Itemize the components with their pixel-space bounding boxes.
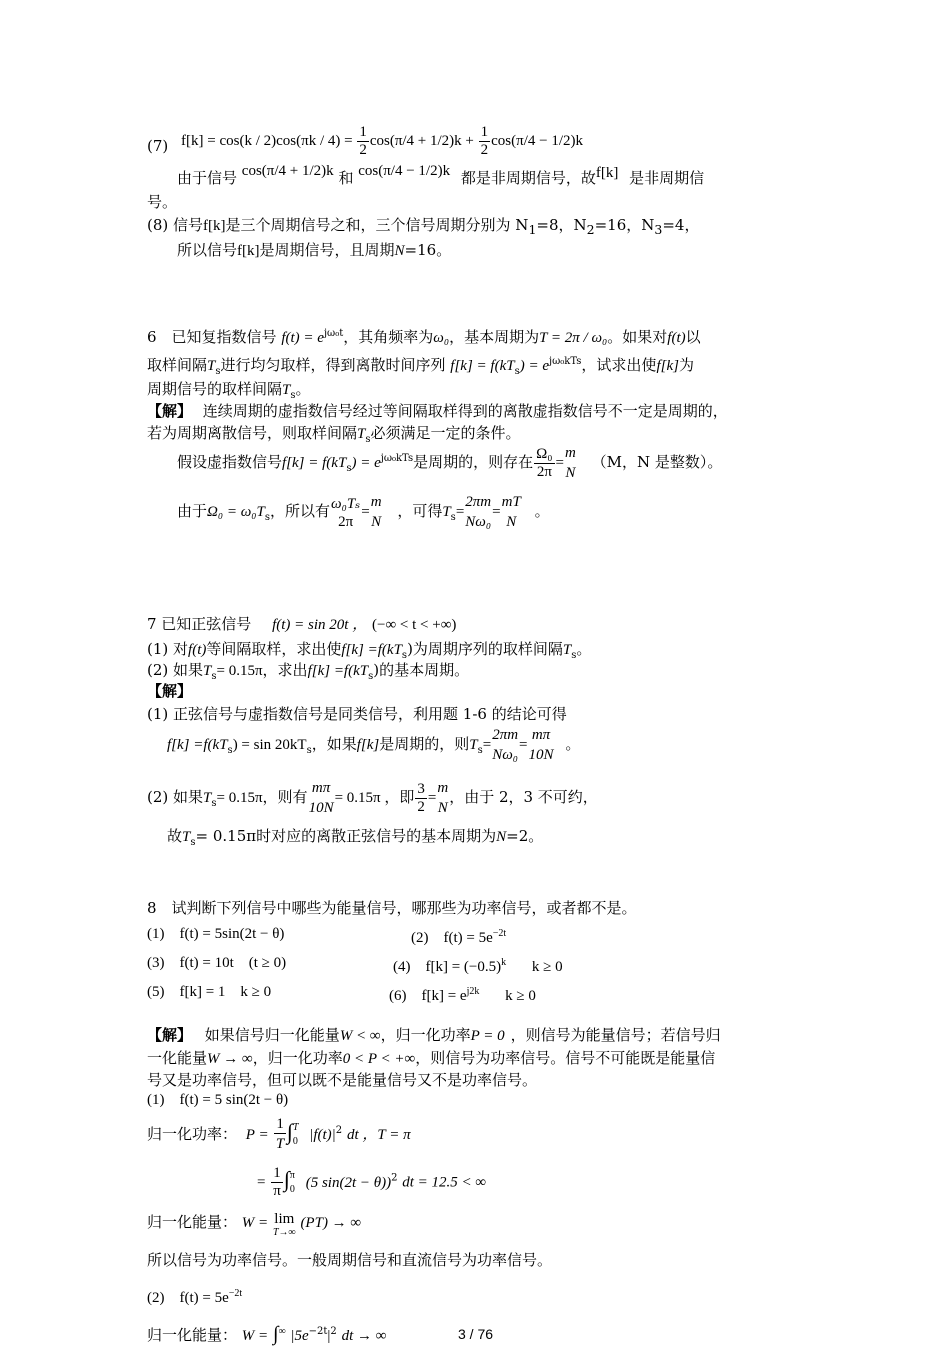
subscript: 2	[586, 222, 595, 237]
numerator: 1	[276, 1116, 284, 1132]
subscript: 1	[528, 222, 537, 237]
upper-limit: ∞	[278, 1326, 286, 1337]
formula: P =	[245, 1127, 269, 1143]
fraction	[331, 494, 360, 531]
text: = 0.15π，求出	[216, 663, 308, 679]
text: 周期信号的取样间隔	[147, 380, 283, 398]
conclusion-line: 所以信号为功率信号。一般周期信号和直流信号为功率信号。	[147, 1251, 553, 1269]
formula: T	[562, 642, 572, 658]
text: =16。	[404, 241, 452, 259]
q6-solution-line-4	[177, 492, 550, 536]
subscript: s	[450, 512, 456, 523]
superscript: −2t	[492, 928, 507, 939]
formula: N	[496, 829, 507, 845]
denominator: Nω₀	[465, 514, 492, 530]
text: =8，N	[536, 216, 587, 234]
subscript: s	[264, 512, 270, 523]
subscript: s	[306, 745, 312, 756]
q7-line-1	[147, 614, 456, 635]
question-text: 7 已知正弦信号	[147, 615, 252, 633]
numerator: Ω₀	[536, 445, 553, 462]
denominator: 2π	[536, 463, 552, 480]
formula: T	[442, 504, 451, 520]
text: ，所以有	[270, 502, 331, 520]
denominator: 2	[480, 142, 489, 158]
superscript: −2t	[228, 1288, 243, 1299]
equals: =	[361, 504, 370, 520]
subscript: s	[365, 434, 371, 445]
numerator: 2πm	[465, 494, 492, 510]
formula: dt → ∞	[341, 1328, 387, 1344]
formula: dt = 12.5 < ∞	[402, 1174, 487, 1191]
numerator: 2πm	[492, 727, 519, 743]
text: 如果信号归一化能量	[204, 1026, 340, 1044]
formula: f[k] = f(kT	[450, 358, 515, 374]
formula: cos(π/4 − 1/2)k	[358, 163, 451, 179]
subscript: s	[215, 366, 221, 377]
energy-formula-line-2	[147, 1322, 386, 1346]
text: 都是非周期信号，故	[460, 169, 596, 187]
text: 进行均匀取样，得到离散时间序列	[220, 356, 446, 374]
q8-item-1: (1) f(t) = 5sin(2t − θ)	[147, 926, 285, 942]
q8-item-3: (3) f(t) = 10t (t ≥ 0)	[147, 955, 287, 971]
formula: f(t) = e	[281, 330, 324, 346]
formula: f[k] =f(kT	[341, 642, 402, 658]
power-formula-line-2	[257, 1165, 486, 1209]
numerator: m	[370, 494, 382, 510]
upper-limit: π	[289, 1169, 295, 1181]
text: 。如果对	[607, 328, 668, 346]
q8-item-6	[389, 982, 536, 1006]
fraction	[492, 725, 518, 765]
formula: f[k] =f(kT	[307, 663, 369, 679]
text: 为	[678, 356, 694, 374]
q8-solution-line-1	[147, 1025, 721, 1046]
formula: |5e	[290, 1328, 309, 1344]
text: 由于信号	[177, 169, 238, 187]
subscript: s	[571, 650, 577, 661]
formula: W =	[241, 1328, 269, 1344]
subscript: s	[346, 463, 352, 474]
text: 假设虚指数信号	[177, 453, 283, 471]
formula: f[k]	[656, 358, 679, 374]
formula: T	[207, 358, 216, 374]
q7-solution-line-3	[147, 778, 598, 822]
fraction	[534, 446, 554, 481]
text: 取样间隔	[147, 356, 208, 374]
formula: ) = sin 20kT	[232, 737, 307, 753]
label: 归一化能量：	[147, 1213, 238, 1231]
subscript: s	[290, 390, 296, 401]
q8-item-2	[411, 924, 506, 948]
power-formula-line-1	[147, 1116, 411, 1160]
numerator: m	[437, 780, 449, 796]
equals: =	[555, 455, 565, 471]
q7-solution-line-1: (1) 正弦信号与虚指数信号是同类信号，利用题 1-6 的结论可得	[147, 705, 567, 723]
text: ，如果	[311, 735, 357, 753]
formula: k ≥ 0	[505, 988, 536, 1004]
formula: f[k] =f(kT	[167, 737, 228, 753]
fraction	[415, 781, 427, 816]
fraction	[271, 1165, 283, 1200]
fraction	[529, 725, 554, 765]
q5-line-3: 号。	[147, 193, 178, 211]
text: =2。	[506, 827, 544, 845]
text: 所以信号	[177, 241, 238, 259]
q6-line-2	[147, 352, 694, 382]
formula: 0 < P < +∞	[342, 1051, 416, 1067]
superscript: 2	[335, 1125, 343, 1136]
numerator: m	[565, 445, 576, 461]
formula: P = 0	[470, 1028, 505, 1044]
text: ，则信号为功率信号。信号不可能既是能量信	[415, 1049, 716, 1067]
solution-label: 【解】	[147, 402, 193, 420]
superscript: 2	[330, 1326, 337, 1337]
denominator: 2	[417, 798, 425, 815]
fraction	[437, 778, 448, 818]
formula: ) = e	[351, 455, 381, 471]
formula: T	[469, 737, 478, 753]
equals: =	[492, 504, 501, 520]
text: 必须满足一定的条件。	[370, 424, 521, 442]
q6-solution-line-3	[177, 443, 722, 483]
text: 。	[565, 735, 581, 753]
subscript: s	[368, 671, 374, 682]
energy-formula-line	[147, 1212, 361, 1244]
solution-label: 【解】	[147, 1026, 193, 1044]
lim-text: lim	[274, 1211, 295, 1227]
text: ，由于 2，3 不可约，	[449, 788, 598, 806]
text: ，试求出使	[581, 356, 657, 374]
text: 和	[338, 169, 354, 187]
equals: =	[427, 790, 437, 806]
fraction	[465, 492, 491, 532]
numerator: 1	[359, 124, 367, 140]
subscript: 3	[654, 222, 663, 237]
q6-line-1	[147, 324, 701, 348]
q8-solution-line-2	[147, 1048, 715, 1069]
formula: T	[357, 426, 366, 442]
text: 连续周期的虚指数信号经过等间隔取样得到的离散虚指数信号不一定是周期的，	[202, 402, 728, 420]
formula: T = 2π / ω₀	[539, 330, 608, 346]
text: (8) 信号	[147, 216, 204, 234]
formula: T	[282, 382, 291, 398]
superscript: jω₀kTs	[549, 356, 582, 367]
text: 是周期的，则	[379, 735, 470, 753]
limit	[273, 1212, 296, 1240]
text: 若为周期离散信号，则取样间隔	[147, 424, 358, 442]
text: =4，	[662, 216, 700, 234]
denominator: 10N	[528, 747, 554, 763]
text: ，归一化功率	[252, 1049, 343, 1067]
denominator: N	[565, 465, 576, 481]
text: 等间隔取样，求出使	[206, 640, 342, 658]
q6-solution-line-1	[147, 401, 728, 421]
text: ，归一化功率	[380, 1026, 471, 1044]
text: 一化能量	[147, 1049, 208, 1067]
q7-line-3	[147, 660, 469, 687]
superscript: −2t	[308, 1326, 328, 1337]
integral-sign: ∫	[272, 1323, 279, 1345]
formula: (2) f(t) = 5e	[411, 930, 493, 946]
formula: N	[394, 243, 405, 259]
text: 是周期的，则存在	[413, 453, 534, 471]
fraction	[565, 443, 576, 483]
integral-sign: ∫	[283, 1166, 290, 1192]
numerator: mπ	[311, 780, 331, 796]
integral-limits	[293, 1121, 299, 1149]
q8-sub-2	[147, 1284, 242, 1308]
superscript: 2	[391, 1172, 398, 1184]
q8-sub-1: (1) f(t) = 5 sin(2t − θ)	[147, 1092, 289, 1108]
label: 归一化功率：	[147, 1125, 238, 1143]
formula: T	[203, 790, 212, 806]
formula: T	[203, 663, 212, 679]
formula: (2) f(t) = 5e	[147, 1290, 229, 1306]
formula	[181, 124, 583, 158]
formula: f[k] = f(kT	[282, 455, 347, 471]
text: 由于	[177, 502, 208, 520]
denominator: 10N	[308, 800, 334, 816]
q8-line-1: 8 试判断下列信号中哪些为能量信号，哪那些为功率信号，或者都不是。	[147, 899, 637, 917]
text: 是三个周期信号之和，三个信号周期分别为 N	[225, 216, 529, 234]
integral-sign: ∫	[286, 1119, 293, 1144]
text: = 0.15π，则有	[216, 790, 308, 806]
formula-lhs: f[k] = cos(k / 2)cos(πk / 4) =	[181, 132, 357, 149]
integral-limits	[290, 1169, 295, 1197]
formula: T	[182, 829, 191, 845]
equals: =	[519, 737, 528, 753]
formula: f(t)	[667, 330, 686, 346]
q8-item-5: (5) f[k] = 1 k ≥ 0	[147, 984, 272, 1000]
superscript: j2k	[466, 986, 480, 997]
question-text: 6 已知复指数信号	[147, 328, 277, 346]
denominator: N	[371, 514, 382, 530]
denominator: π	[273, 1183, 281, 1199]
text: 。	[534, 502, 550, 520]
numerator: 1	[271, 1165, 283, 1183]
subscript: s	[401, 650, 408, 661]
lower-limit: 0	[289, 1183, 295, 1195]
formula: (5 sin(2t − θ))	[305, 1174, 392, 1191]
text: = 0.15π ，即	[334, 790, 415, 806]
equals: =	[482, 737, 492, 753]
text: （M，N 是整数）。	[591, 453, 723, 471]
denominator: Nω₀	[492, 747, 519, 763]
text: ，则信号为能量信号；若信号归	[510, 1026, 721, 1044]
text: (1) 对	[147, 640, 189, 658]
denominator: N	[506, 514, 517, 530]
q8-item-4	[393, 953, 563, 977]
formula: (PT) → ∞	[300, 1215, 362, 1231]
text: (2) 如果	[147, 788, 204, 806]
denominator: T	[275, 1136, 285, 1152]
numerator: mT	[501, 494, 521, 510]
numerator: mπ	[531, 727, 551, 743]
text: )的基本周期。	[373, 661, 470, 679]
formula: f[k]	[203, 218, 226, 234]
subscript: s	[227, 745, 233, 756]
q5-item8-line	[147, 215, 699, 240]
text: )为周期序列的取样间隔	[407, 640, 563, 658]
text: = 0.15π时对应的离散正弦信号的基本周期为	[195, 827, 497, 845]
formula: ω₀	[433, 330, 450, 346]
q8-solution-line-3: 号又是功率信号，但可以既不是能量信号又不是功率信号。	[147, 1071, 538, 1089]
text: 故	[167, 827, 183, 845]
text: =16，N	[594, 216, 655, 234]
q5-line-2	[177, 160, 704, 190]
denominator: N	[437, 800, 448, 816]
formula: f[k]	[595, 165, 619, 181]
fraction	[371, 492, 382, 532]
fraction	[309, 778, 334, 818]
q7-solution-line-4	[167, 826, 543, 853]
formula: Ω₀ = ω₀T	[207, 504, 265, 520]
subscript: s	[514, 366, 520, 377]
formula: f[k]	[356, 737, 380, 753]
superscript: jω₀kTs	[380, 453, 414, 464]
subscript: s	[477, 745, 483, 756]
text: ，基本周期为	[449, 328, 540, 346]
superscript: k	[501, 957, 507, 968]
formula: ) = e	[519, 358, 550, 374]
text: 以	[685, 328, 701, 346]
lower-limit: 0	[292, 1136, 298, 1147]
formula: (6) f[k] = e	[389, 988, 467, 1004]
numerator: ω₀Tₛ	[331, 495, 361, 512]
denominator: 2π	[338, 513, 354, 530]
label: 归一化能量：	[147, 1326, 238, 1344]
fraction	[357, 124, 369, 159]
q5-item7-line	[147, 124, 583, 158]
lim-subscript: T→∞	[272, 1227, 296, 1238]
formula: f(t)	[188, 642, 207, 658]
formula: cos(π/4 + 1/2)k	[241, 163, 334, 179]
text: 。	[576, 640, 592, 658]
formula: W → ∞	[207, 1051, 253, 1067]
fraction	[274, 1116, 286, 1154]
q7-solution-line-2	[167, 725, 580, 769]
numerator: 1	[480, 124, 489, 140]
formula-term: cos(π/4 − 1/2)k	[491, 132, 583, 149]
upper-limit: T	[292, 1122, 299, 1133]
formula: W =	[241, 1215, 269, 1231]
subscript: s	[211, 671, 217, 682]
formula: f[k]	[237, 243, 260, 259]
q5-line-5	[177, 240, 451, 261]
text: ，其角频率为	[343, 328, 434, 346]
page-number: 3 / 76	[458, 1326, 494, 1342]
formula: (4) f[k] = (−0.5)	[393, 959, 502, 975]
formula: W < ∞	[339, 1028, 381, 1044]
formula: f(t) = sin 20t ，	[272, 617, 368, 633]
subscript: s	[211, 798, 217, 809]
superscript: jω₀t	[323, 328, 344, 339]
subscript: s	[190, 837, 196, 848]
fraction	[502, 492, 521, 532]
equals: =	[257, 1174, 266, 1191]
text: ，可得	[397, 502, 443, 520]
formula-term: cos(π/4 + 1/2)k +	[369, 132, 478, 149]
formula: dt ，T = π	[346, 1127, 411, 1143]
text: 是非周期信	[629, 169, 705, 187]
formula: k ≥ 0	[531, 959, 563, 975]
item-label: (7)	[147, 136, 169, 155]
formula: |f(t)|	[309, 1127, 336, 1143]
formula: (−∞ < t < +∞)	[372, 617, 457, 633]
text: 。	[295, 380, 311, 398]
denominator: 2	[359, 142, 367, 158]
q7-solution-label: 【解】	[147, 682, 193, 700]
text: (2) 如果	[147, 661, 204, 679]
formula: |	[327, 1328, 331, 1344]
text: 是周期信号，且周期	[259, 241, 395, 259]
equals: =	[455, 504, 465, 520]
fraction	[479, 124, 491, 159]
numerator: 3	[417, 780, 425, 797]
